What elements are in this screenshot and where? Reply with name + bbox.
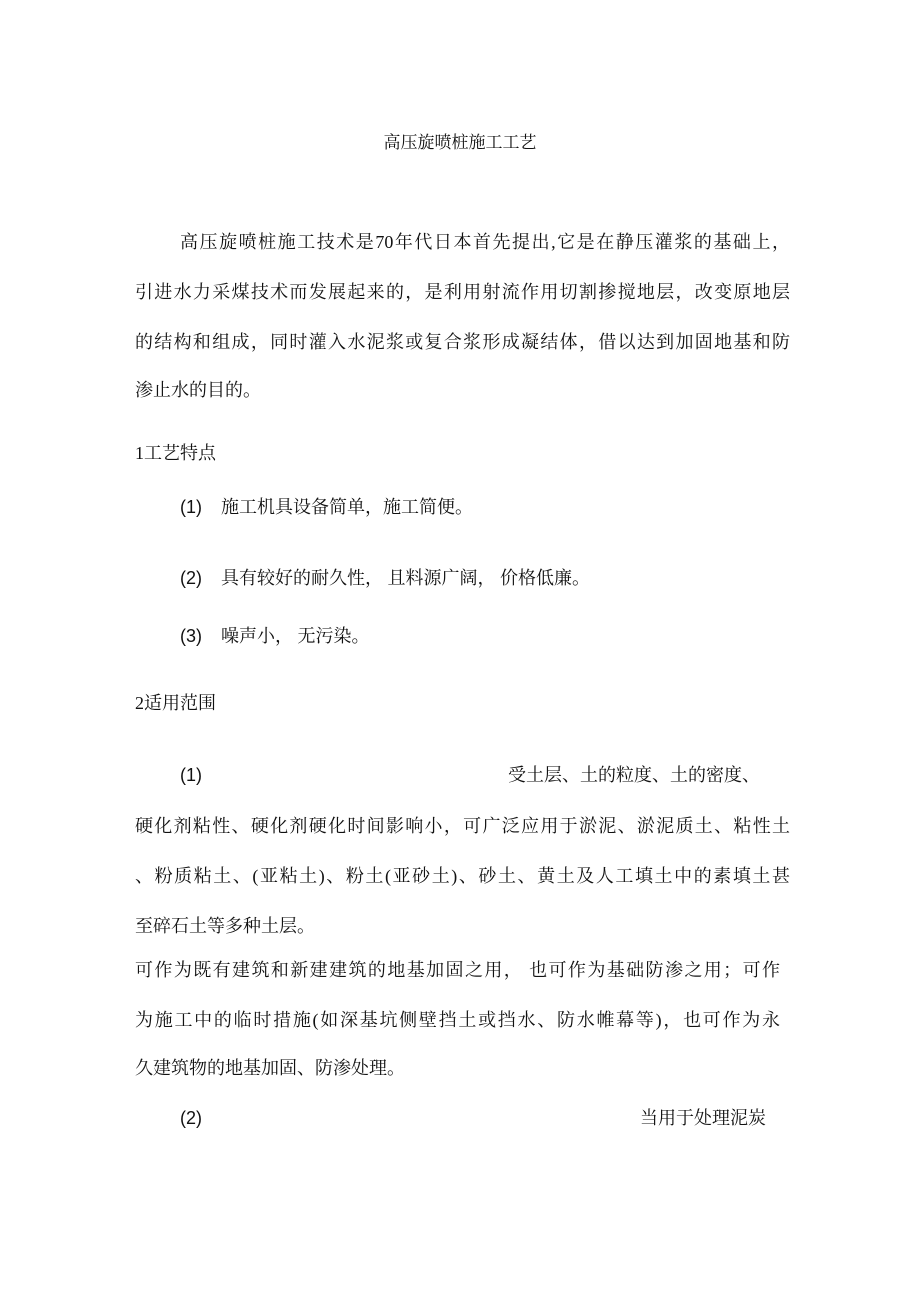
intro-line: 的结构和组成，同时灌入水泥浆或复合浆形成凝结体，借以达到加固地基和防 [135, 332, 790, 352]
list-item-text: 具有较好的耐久性， 且料源广阔， 价格低廉。 [221, 568, 590, 588]
list-item-text: 施工机具设备简单，施工简便。 [221, 497, 473, 517]
body-line: 可作为既有建筑和新建建筑的地基加固之用， 也可作为基础防渗之用；可作 [135, 960, 780, 980]
intro-line: 渗止水的目的。 [135, 380, 261, 400]
body-line: 硬化剂粘性、硬化剂硬化时间影响小，可广泛应用于淤泥、淤泥质土、粘性土 [135, 816, 790, 836]
list-item-text: 当用于处理泥炭 [640, 1108, 766, 1128]
body-line: 、粉质粘土、(亚粘土)、粉土(亚砂土)、砂土、黄土及人工填土中的素填土甚 [135, 866, 790, 886]
list-item-text: 受土层、土的粒度、土的密度、 [508, 765, 760, 785]
list-number: (2) [180, 1108, 202, 1128]
body-line: 久建筑物的地基加固、防渗处理。 [135, 1058, 405, 1078]
intro-line: 引进水力采煤技术而发展起来的，是利用射流作用切割掺搅地层，改变原地层 [135, 282, 790, 302]
intro-line: 高压旋喷桩施工技术是70年代日本首先提出,它是在静压灌浆的基础上， [180, 232, 790, 252]
list-number: (2) [180, 568, 202, 588]
section-heading: 1工艺特点 [135, 443, 216, 463]
body-line: 为施工中的临时措施(如深基坑侧壁挡土或挡水、防水帷幕等)，也可作为永 [135, 1010, 780, 1030]
list-number: (1) [180, 765, 202, 785]
document-title: 高压旋喷桩施工工艺 [383, 133, 537, 152]
body-line: 至碎石土等多种土层。 [135, 916, 315, 936]
list-number: (1) [180, 497, 202, 517]
list-item-text: 噪声小， 无污染。 [221, 626, 370, 646]
section-heading: 2适用范围 [135, 693, 216, 713]
list-number: (3) [180, 626, 202, 646]
